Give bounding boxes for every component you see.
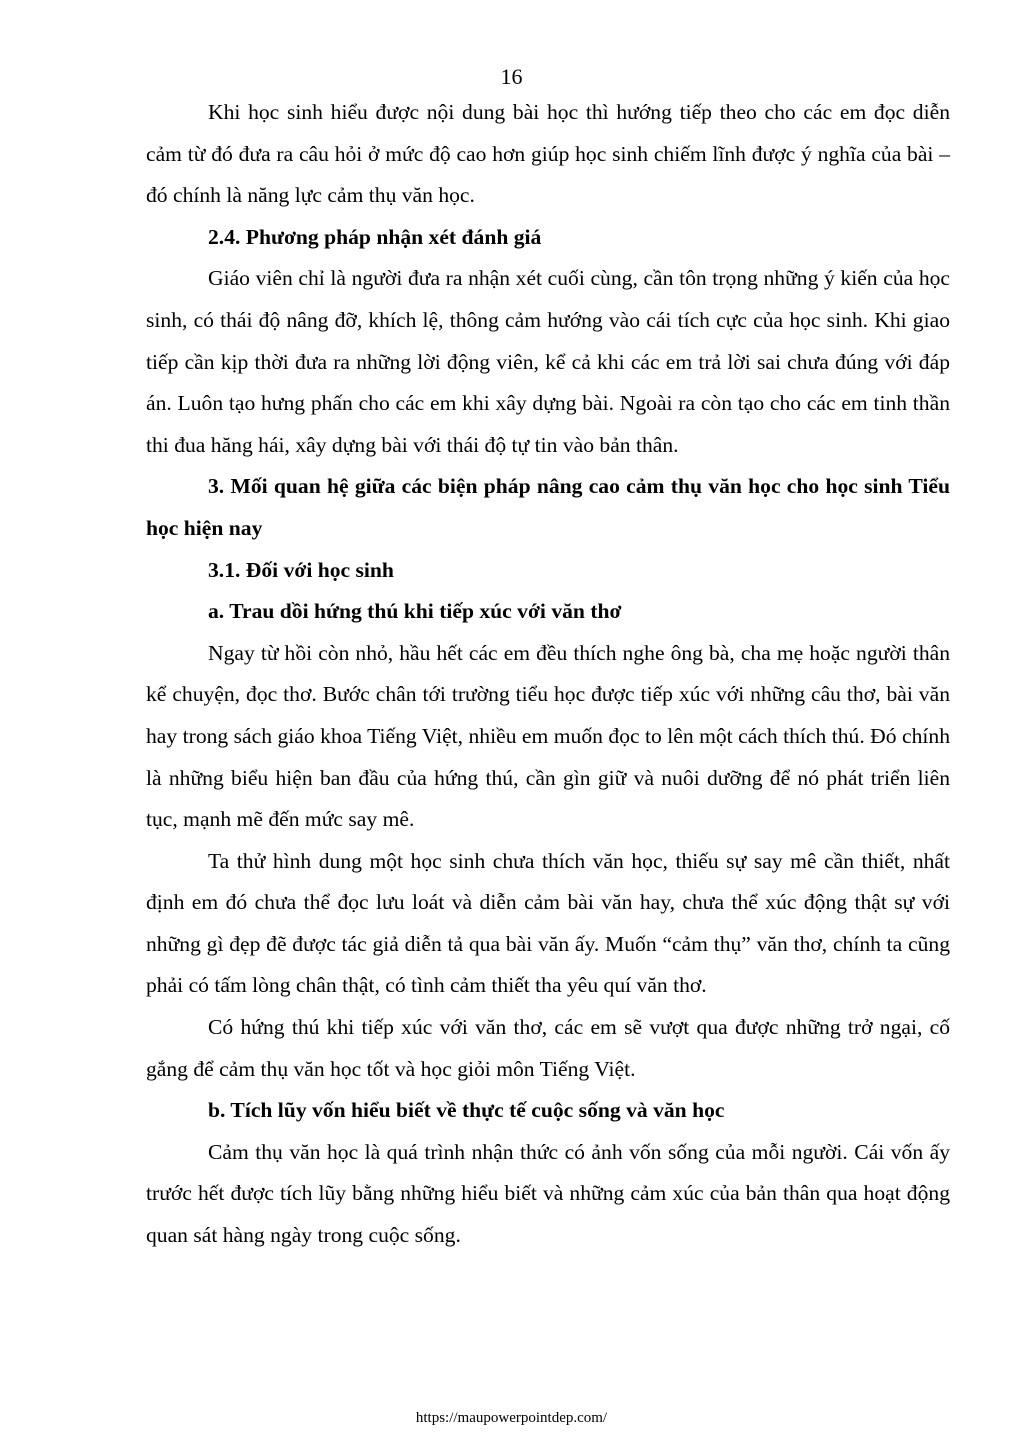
document-body — [146, 92, 950, 1257]
paragraph-teacher-feedback: Giáo viên chỉ là người đưa ra nhận xét cuối cùng, cần tôn trọng những ý kiến của học sinh, có thái độ nâng đỡ, khích lệ, thông cảm hướng vào cái tích cực của học sinh. Khi giao tiếp cần kịp thời đưa ra những lời động viên, kể cả khi các em trả lời sai chưa đúng với đáp án. Luôn tạo hưng phấn cho các em khi xây dựng bài. Ngoài ra còn tạo cho các em tinh thần thi đua hăng hái, xây dựng bài với thái độ tự tin vào bản thân. — [146, 266, 950, 457]
page-number: 16 — [500, 64, 523, 89]
heading-2-4-evaluation-method: 2.4. Phương pháp nhận xét đánh giá — [208, 224, 542, 249]
paragraph-childhood-interest: Ngay từ hồi còn nhỏ, hầu hết các em đều thích nghe ông bà, cha mẹ hoặc người thân kể chuyện, đọc thơ. Bước chân tới trường tiểu học được tiếp xúc với những câu thơ, bài văn hay trong sách giáo khoa Tiếng Việt, nhiều em muốn đọc to lên một cách thích thú. Đó chính là những biểu hiện ban đầu của hứng thú, cần gìn giữ và nuôi dưỡng để nó phát triển liên tục, mạnh mẽ đến mức say mê. — [146, 640, 950, 832]
heading-a-cultivate-interest: a. Trau dồi hứng thú khi tiếp xúc với văn thơ — [208, 599, 622, 624]
heading-b-accumulate-knowledge: b. Tích lũy vốn hiểu biết về thực tế cuộc sống và văn học — [208, 1098, 725, 1123]
paragraph-life-experience: Cảm thụ văn học là quá trình nhận thức có ảnh vốn sống của mỗi người. Cái vốn ấy trước hết được tích lũy bằng những hiểu biết và những cảm xúc của bản thân qua hoạt động quan sát hàng ngày trong cuộc sống. — [146, 1139, 950, 1248]
paragraph-overcome-obstacles: Có hứng thú khi tiếp xúc với văn thơ, các em sẽ vượt qua được những trở ngại, cố gắng để cảm thụ văn học tốt và học giỏi môn Tiếng Việt. — [146, 1015, 950, 1081]
paragraph-imagine-student: Ta thử hình dung một học sinh chưa thích văn học, thiếu sự say mê cần thiết, nhất định em đó chưa thể đọc lưu loát và diễn cảm bài văn hay, chưa thể xúc động thật sự với những gì đẹp đẽ được tác giả diễn tả qua bài văn ấy. Muốn “cảm thụ” văn thơ, chính ta cũng phải có tấm lòng chân thật, có tình cảm thiết tha yêu quí văn thơ. — [146, 848, 950, 998]
footer-url[interactable]: https://maupowerpointdep.com/ — [415, 1410, 608, 1426]
heading-3-relationship-of-measures: 3. Mối quan hệ giữa các biện pháp nâng cao cảm thụ văn học cho học sinh Tiểu học hiện nay — [146, 474, 950, 540]
heading-3-1-for-students: 3.1. Đối với học sinh — [208, 557, 394, 582]
paragraph-reading-aloud: Khi học sinh hiểu được nội dung bài học thì hướng tiếp theo cho các em đọc diễn cảm từ đó đưa ra câu hỏi ở mức độ cao hơn giúp học sinh chiếm lĩnh được ý nghĩa của bài – đó chính là năng lực cảm thụ văn học. — [146, 100, 950, 208]
